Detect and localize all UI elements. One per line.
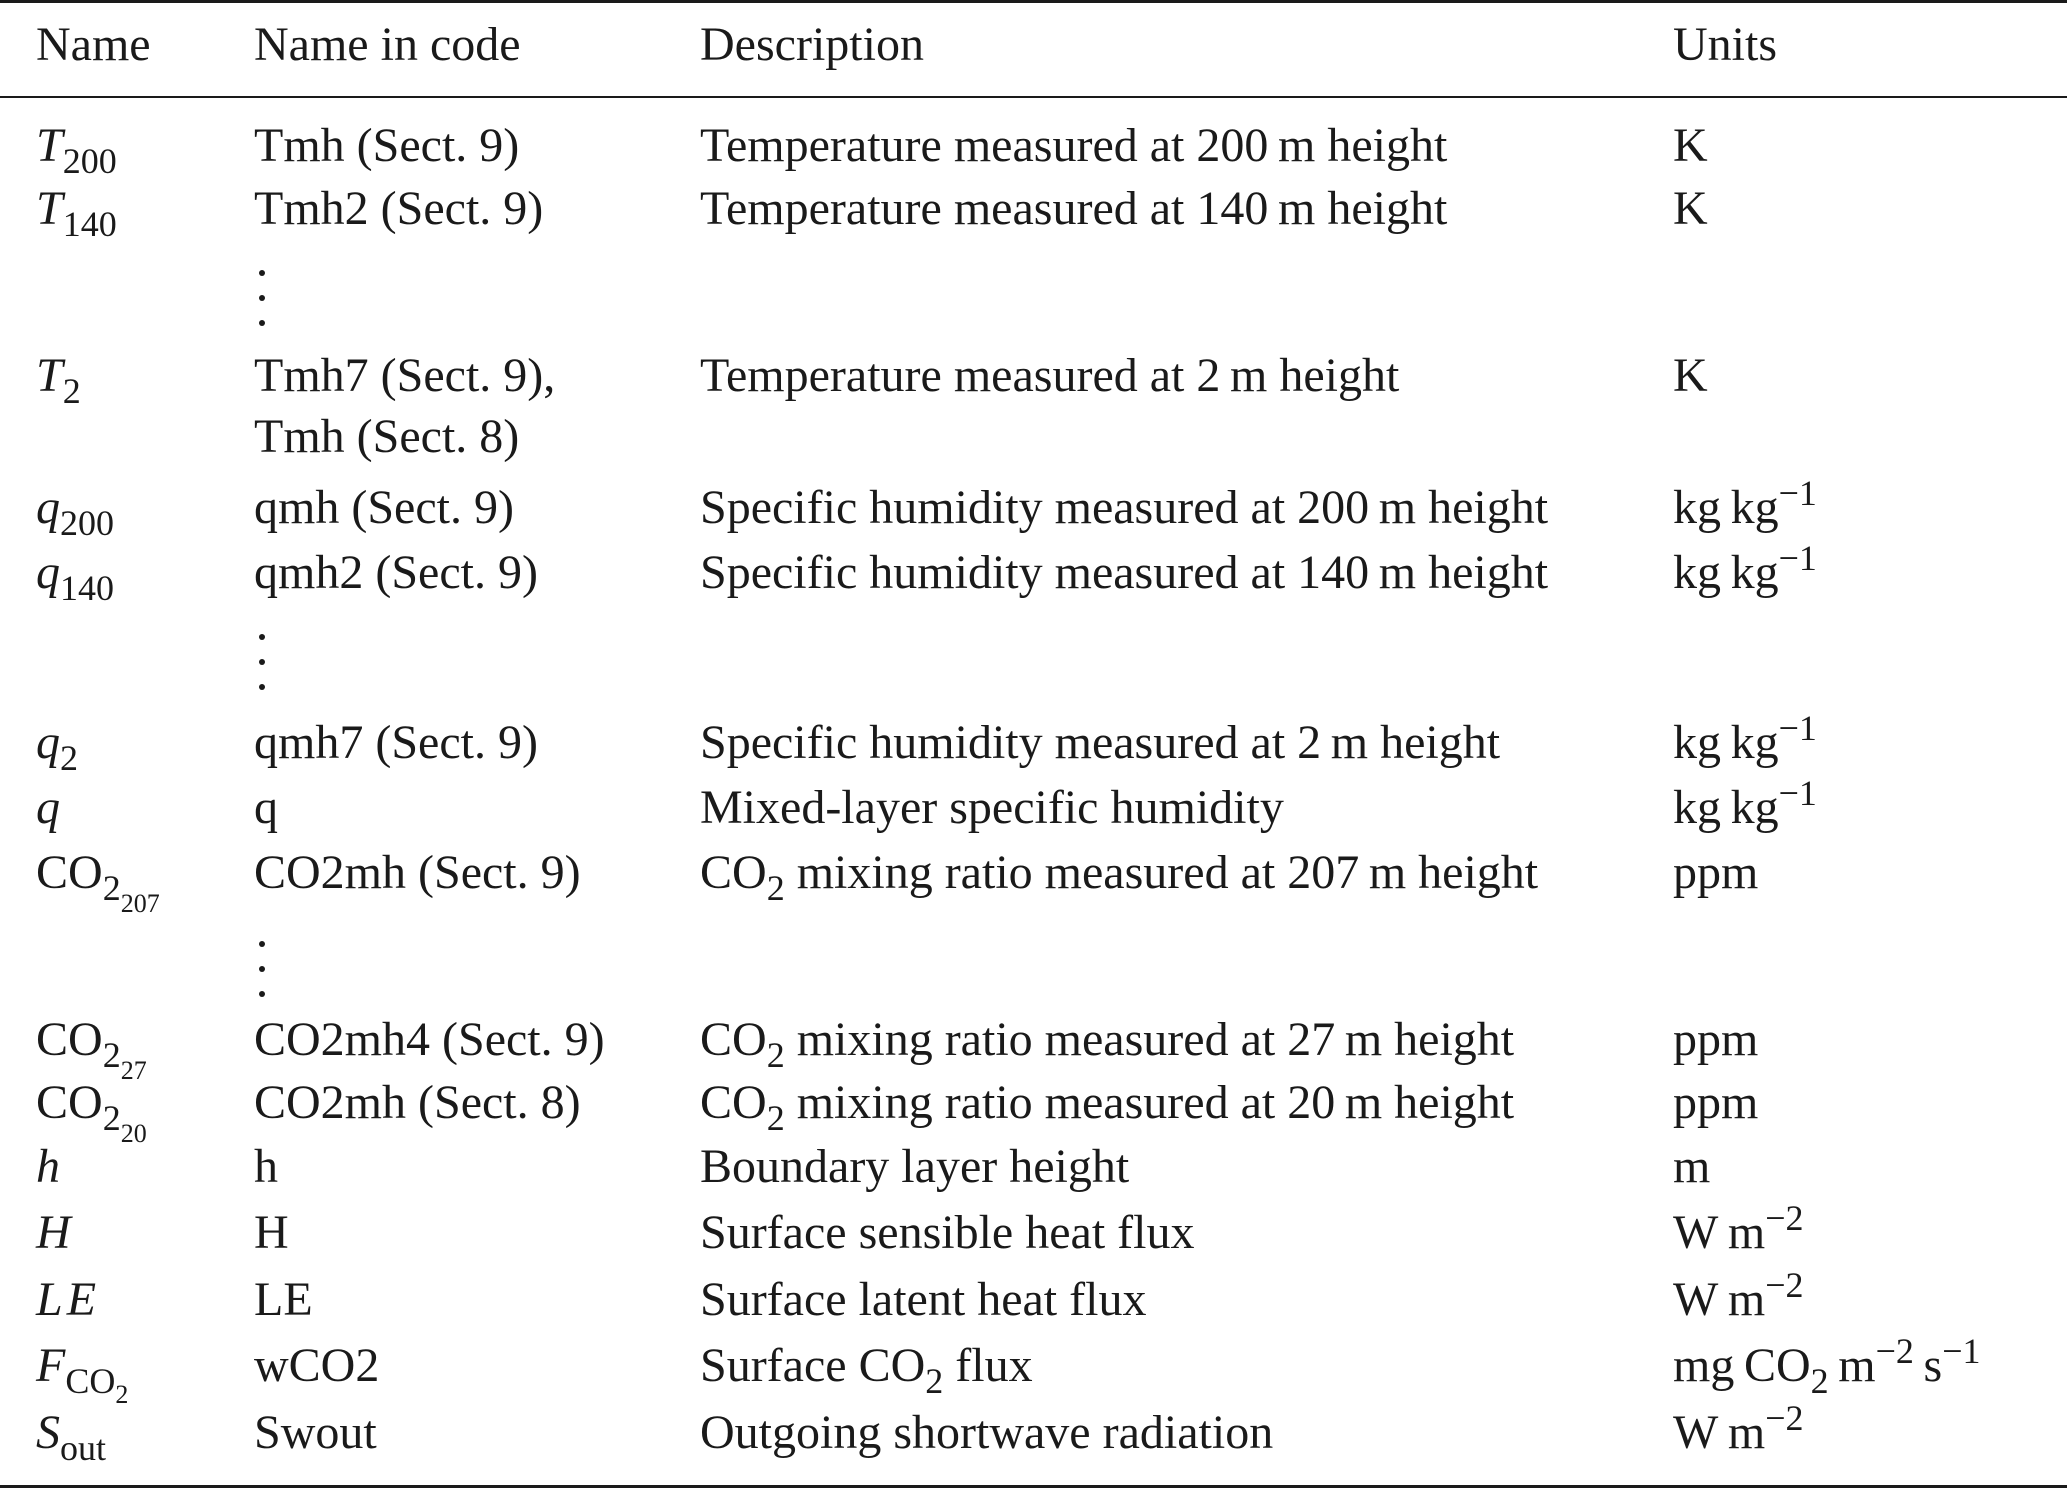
description-cell: Surface latent heat flux	[700, 1273, 1147, 1326]
units-cell: mg $CO_2$ $m^{-2}$ $s^{-1}$	[1673, 1331, 1981, 1401]
symbol-cell: q	[36, 781, 60, 834]
units-cell: W $m^{-2}$	[1673, 1265, 1804, 1326]
symbol-cell: $S_{out}$	[36, 1406, 107, 1468]
code-cell-continued: Tmh (Sect. 8)	[254, 410, 520, 463]
description-cell: Surface $CO_2$ flux	[700, 1339, 1033, 1401]
description-cell: Temperature measured at 140 m height	[700, 182, 1448, 235]
vertical-ellipsis	[258, 941, 266, 997]
code-cell: Tmh7 (Sect. 9),	[254, 349, 556, 402]
code-cell: h	[254, 1140, 278, 1193]
code-cell: wCO2	[254, 1339, 380, 1392]
description-cell: $CO_2$ mixing ratio measured at 207 m height	[700, 846, 1539, 908]
units-cell: m	[1673, 1140, 1711, 1193]
code-cell: CO2mh4 (Sect. 9)	[254, 1013, 605, 1066]
description-cell: $CO_2$ mixing ratio measured at 20 m height	[700, 1076, 1515, 1138]
code-cell: H	[254, 1206, 289, 1259]
header-name: Name	[36, 18, 151, 71]
description-cell: Specific humidity measured at 200 m height	[700, 481, 1549, 534]
symbol-cell: h	[36, 1140, 60, 1193]
units-cell: ppm	[1673, 1076, 1759, 1129]
top-rule	[0, 0, 2067, 3]
units-cell: W $m^{-2}$	[1673, 1198, 1804, 1259]
units-cell: kg $kg^{-1}$	[1673, 473, 1817, 534]
symbol-cell: $q_2$	[36, 716, 78, 778]
code-cell: qmh (Sect. 9)	[254, 481, 514, 534]
code-cell: Tmh (Sect. 9)	[254, 119, 520, 172]
symbol-cell: $T_{140}$	[36, 182, 117, 244]
symbol-cell: $CO_{227}$	[36, 1013, 147, 1085]
description-cell: $CO_2$ mixing ratio measured at 27 m height	[700, 1013, 1515, 1075]
symbol-cell: $CO_{220}$	[36, 1076, 147, 1148]
units-cell: kg $kg^{-1}$	[1673, 538, 1817, 599]
description-cell: Specific humidity measured at 140 m height	[700, 546, 1549, 599]
units-cell: K	[1673, 182, 1708, 235]
code-cell: qmh2 (Sect. 9)	[254, 546, 538, 599]
description-cell: Outgoing shortwave radiation	[700, 1406, 1274, 1459]
vertical-ellipsis	[258, 270, 266, 326]
units-cell: kg $kg^{-1}$	[1673, 708, 1817, 769]
description-cell: Specific humidity measured at 2 m height	[700, 716, 1501, 769]
header-name-in-code: Name in code	[254, 18, 521, 71]
vertical-ellipsis	[258, 634, 266, 690]
code-cell: qmh7 (Sect. 9)	[254, 716, 538, 769]
code-cell: LE	[254, 1273, 313, 1326]
symbol-cell: $F_{CO2}$	[36, 1339, 129, 1409]
units-cell: W $m^{-2}$	[1673, 1398, 1804, 1459]
code-cell: CO2mh (Sect. 8)	[254, 1076, 581, 1129]
units-cell: K	[1673, 349, 1708, 402]
description-cell: Boundary layer height	[700, 1140, 1130, 1193]
units-cell: kg $kg^{-1}$	[1673, 773, 1817, 834]
description-cell: Surface sensible heat flux	[700, 1206, 1195, 1259]
units-cell: K	[1673, 119, 1708, 172]
symbol-cell: $T_2$	[36, 349, 81, 411]
symbol-cell: $T_{200}$	[36, 119, 117, 181]
description-cell: Mixed-layer specific humidity	[700, 781, 1284, 834]
symbol-cell: $CO_{2207}$	[36, 846, 160, 918]
code-cell: CO2mh (Sect. 9)	[254, 846, 581, 899]
header-rule	[0, 96, 2067, 98]
description-cell: Temperature measured at 2 m height	[700, 349, 1400, 402]
symbol-cell: $q_{140}$	[36, 546, 114, 608]
units-cell: ppm	[1673, 1013, 1759, 1066]
symbol-cell: H	[36, 1206, 71, 1259]
header-units: Units	[1673, 18, 1778, 71]
description-cell: Temperature measured at 200 m height	[700, 119, 1448, 172]
symbol-cell: $q_{200}$	[36, 481, 114, 543]
code-cell: q	[254, 781, 278, 834]
symbol-cell: LE	[36, 1273, 101, 1326]
units-cell: ppm	[1673, 846, 1759, 899]
header-description: Description	[700, 18, 924, 71]
code-cell: Tmh2 (Sect. 9)	[254, 182, 544, 235]
code-cell: Swout	[254, 1406, 377, 1459]
